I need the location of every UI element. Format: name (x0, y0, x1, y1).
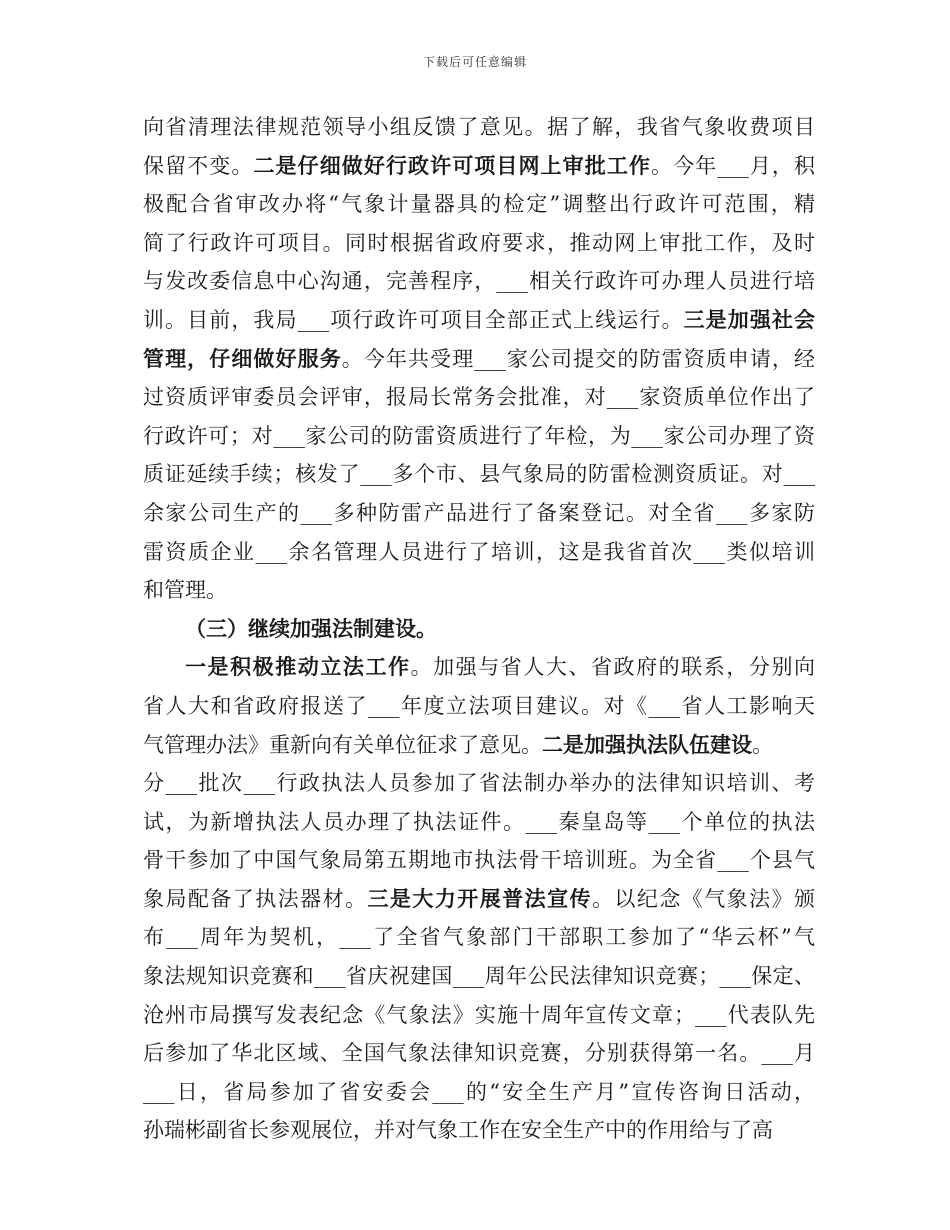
text-line (143, 1111, 815, 1150)
text-line (143, 301, 815, 340)
bold-text-run: （三）继续加强法制建设。 (185, 615, 437, 641)
text-run: 简了行政许可项目。同时根据省政府要求，推动网上审批工作，及时 (143, 230, 815, 255)
text-line (143, 185, 815, 224)
text-run: 向省清理法律规范领导小组反馈了意见。据了解，我省气象收费项目 (143, 115, 815, 139)
text-run: 行政许可；对___家公司的防雷资质进行了年检，为___家公司办理了资 (143, 423, 815, 448)
text-line (143, 726, 815, 765)
text-run: 省人大和省政府报送了___年度立法项目建议。对《___省人工影响天 (143, 693, 815, 718)
text-line (143, 918, 815, 957)
text-run: 。今年共受理___家公司提交的防雷资质申请，经 (341, 346, 816, 371)
text-run: 过资质评审委员会评审，报局长常务会批准，对___家资质单位作出了 (143, 385, 815, 410)
text-run: 布___周年为契机，___了全省气象部门干部职工参加了“华云杯”气 (143, 925, 815, 950)
text-run: 质证延续手续；核发了___多个市、县气象局的防雷检测资质证。对___ (143, 462, 815, 487)
text-run: 沧州市局撰写发表纪念《气象法》实施十周年宣传文章；___代表队先 (143, 1002, 815, 1027)
text-run: 孙瑞彬副省长参观展位，并对气象工作在安全生产中的作用给与了高 (143, 1118, 773, 1143)
watermark-header: 下载后可任意编辑 (422, 55, 527, 69)
text-line (143, 108, 815, 147)
text-run: 骨干参加了中国气象局第五期地市执法骨干培训班。为全省___个县气 (143, 848, 815, 873)
bold-text-run: 二是仔细做好行政许可项目网上审批工作 (253, 152, 651, 178)
text-line (143, 224, 815, 263)
bold-text-run: 二是加强执法队伍建设 (542, 731, 752, 757)
text-line (143, 1073, 815, 1112)
bold-text-run: 三是大力开展普法宣传 (367, 885, 592, 911)
text-run: 试，为新增执法人员办理了执法证件。___秦皇岛等___个单位的执法 (143, 809, 815, 834)
text-line (143, 571, 815, 610)
text-line (143, 996, 815, 1035)
document-body (143, 108, 815, 1150)
text-line (143, 957, 815, 996)
text-line (143, 687, 815, 726)
text-run: 和管理。 (143, 578, 227, 603)
text-run: 象局配备了执法器材。 (143, 886, 368, 911)
text-line (143, 262, 815, 301)
text-run: 象法规知识竞赛和___省庆祝建国___周年公民法律知识竞赛；___保定、 (143, 964, 815, 989)
text-run: 分___批次___行政执法人员参加了省法制办举办的法律知识培训、考 (143, 771, 815, 796)
text-run: 。加强与省人大、省政府的联系，分别向 (410, 655, 816, 680)
text-line (143, 417, 815, 456)
text-line (143, 533, 815, 572)
text-line (143, 880, 815, 919)
bold-text-run: 一是积极推动立法工作 (185, 654, 411, 680)
text-run: 保留不变。 (143, 153, 254, 178)
text-run: 训。目前，我局___项行政许可项目全部正式上线运行。 (143, 307, 684, 332)
text-line (143, 378, 815, 417)
text-line (143, 340, 815, 379)
text-run: 后参加了华北区域、全国气象法律知识竞赛，分别获得第一名。___月 (143, 1041, 815, 1066)
text-line (143, 147, 815, 186)
bold-text-run: 三是加强社会 (683, 306, 816, 332)
text-run: 气管理办法》重新向有关单位征求了意见。 (143, 732, 542, 757)
text-line (143, 841, 815, 880)
text-run: 。以纪念《气象法》颁 (591, 886, 816, 911)
text-line (143, 455, 815, 494)
text-run: ___日，省局参加了省安委会___的“安全生产月”宣传咨询日活动， (143, 1079, 815, 1104)
text-run: 雷资质企业___余名管理人员进行了培训，这是我省首次___类似培训 (143, 539, 815, 564)
text-line (143, 1034, 815, 1073)
bold-text-run: 管理，仔细做好服务 (143, 345, 342, 371)
text-run: 极配合省审改办将“气象计量器具的检定”调整出行政许可范围，精 (143, 192, 815, 217)
text-line (143, 610, 815, 649)
text-line (143, 648, 815, 687)
text-line (143, 494, 815, 533)
text-run: 余家公司生产的___多种防雷产品进行了备案登记。对全省___多家防 (143, 500, 815, 525)
text-line (143, 764, 815, 803)
text-run: 。今年___月，积 (651, 153, 816, 178)
text-run: 与发改委信息中心沟通，完善程序，___相关行政许可办理人员进行培 (143, 269, 815, 294)
text-run: 。 (752, 732, 773, 757)
text-line (143, 803, 815, 842)
